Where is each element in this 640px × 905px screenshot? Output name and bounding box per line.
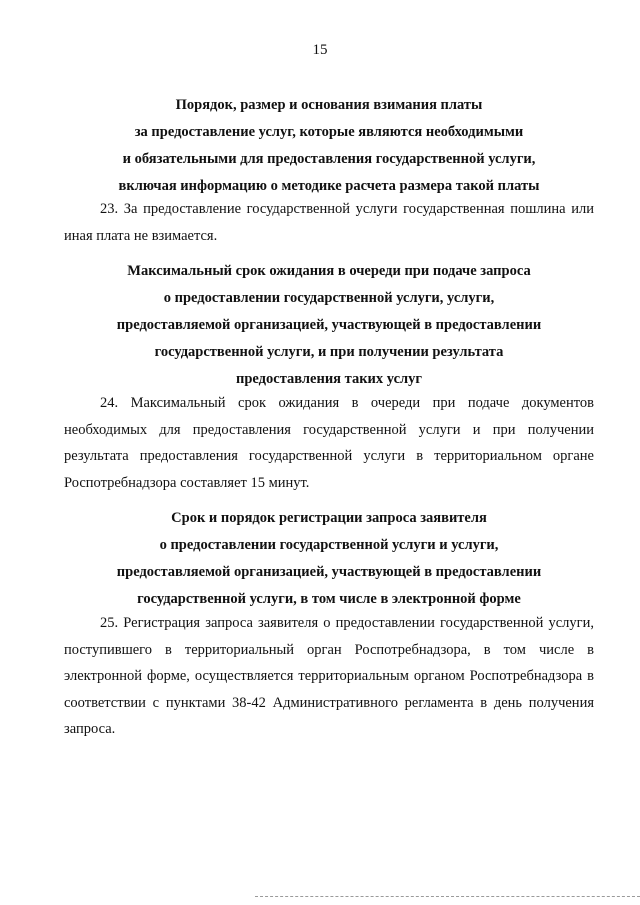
heading-line: о предоставлении государственной услуги и услуги, bbox=[159, 537, 499, 553]
paragraph-25: 25. Регистрация запроса заявителя о предоставлении государственной услуги, поступившего в территориальный орган Роспотребнадзора, в том числе в электронной форме, осуществляется территориальным органом Роспотребнадзора в соответствии с пунктами 38-42 Административного регламента в день получения запроса. bbox=[64, 615, 594, 737]
heading-line: Срок и порядок регистрации запроса заявителя bbox=[171, 510, 487, 526]
heading-line: предоставляемой организацией, участвующей в предоставлении bbox=[116, 564, 542, 580]
page-number: 15 bbox=[312, 42, 328, 58]
heading-line: Максимальный срок ожидания в очереди при подаче запроса bbox=[127, 263, 531, 279]
heading-line: и обязательными для предоставления государственной услуги, bbox=[122, 151, 536, 167]
section-heading-fee bbox=[64, 92, 594, 200]
heading-line: предоставления таких услуг bbox=[236, 371, 422, 387]
section-heading-waiting-time bbox=[64, 258, 594, 393]
heading-line: государственной услуги, и при получении результата bbox=[154, 344, 504, 360]
heading-line: включая информацию о методике расчета размера такой платы bbox=[118, 178, 540, 194]
heading-line: о предоставлении государственной услуги, услуги, bbox=[163, 290, 495, 306]
heading-line: за предоставление услуг, которые являются необходимыми bbox=[134, 124, 524, 140]
paragraph-24: 24. Максимальный срок ожидания в очереди при подаче документов необходимых для предоставления государственной услуги и при получении результата предоставления государственной услуги в территориальном органе Роспотребнадзора составляет 15 минут. bbox=[64, 395, 594, 491]
heading-line: предоставляемой организацией, участвующей в предоставлении bbox=[116, 317, 542, 333]
section-heading-registration bbox=[64, 505, 594, 613]
paragraph-23: 23. За предоставление государственной услуги государственная пошлина или иная плата не взимается. bbox=[64, 201, 594, 244]
heading-line: Порядок, размер и основания взимания платы bbox=[175, 97, 483, 113]
scan-edge-divider bbox=[255, 896, 640, 898]
heading-line: государственной услуги, в том числе в электронной форме bbox=[137, 591, 521, 607]
